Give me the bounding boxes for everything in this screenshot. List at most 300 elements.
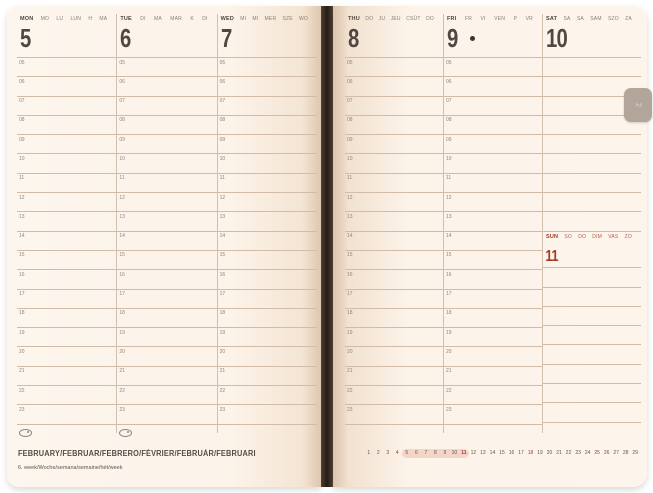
hour-slot xyxy=(17,308,116,327)
hour-slot xyxy=(117,231,216,250)
hour-label: 09 xyxy=(446,136,452,143)
day-abbr: MAR xyxy=(170,16,182,22)
day-abbr: SZE xyxy=(282,16,293,22)
right-page xyxy=(333,6,647,487)
day-abbr: SA xyxy=(563,16,571,22)
day-abbr: VEN xyxy=(494,16,506,22)
week-number-label: 6. week/Woche/semana/semaine/hét/week xyxy=(18,465,123,471)
day-header xyxy=(20,16,107,22)
hour-label: 18 xyxy=(347,310,353,317)
hour-slots xyxy=(345,57,443,427)
hour-label: 11 xyxy=(446,175,452,182)
hour-label: 12 xyxy=(119,194,125,201)
hour-label: 10 xyxy=(446,155,452,162)
month-date-strip xyxy=(364,449,640,458)
ruled-line xyxy=(543,211,641,230)
day-abbr: LUN xyxy=(70,16,82,22)
hour-label: 09 xyxy=(347,136,353,143)
hour-slot xyxy=(345,327,443,346)
hour-slot xyxy=(345,404,443,423)
hour-label: 05 xyxy=(347,59,353,66)
hour-slot xyxy=(345,134,443,153)
hour-label: 11 xyxy=(119,175,125,182)
date-strip-day: 9 xyxy=(440,449,450,458)
day-abbr: WED xyxy=(220,16,235,22)
hour-label: 10 xyxy=(219,155,226,162)
hour-slot xyxy=(117,366,216,385)
hour-label: 20 xyxy=(446,348,452,355)
hour-slot xyxy=(17,269,116,288)
hour-label: 06 xyxy=(347,78,353,85)
date-strip-day: 16 xyxy=(508,450,515,456)
hour-label: 16 xyxy=(347,271,353,278)
ruled-line xyxy=(444,424,542,427)
ruled-line xyxy=(543,422,641,425)
hour-slot xyxy=(444,211,542,230)
hour-slot xyxy=(218,366,317,385)
ruled-line xyxy=(17,424,116,427)
hour-label: 08 xyxy=(446,117,452,124)
day-abbr: FR xyxy=(464,16,473,22)
hour-slot xyxy=(117,192,216,211)
day-abbr: K xyxy=(190,16,194,22)
sunday-date-number: 11 xyxy=(545,247,559,265)
hour-label: 17 xyxy=(19,291,25,298)
date-strip-day: 23 xyxy=(575,450,581,456)
date-number: 7 xyxy=(220,23,232,53)
date-number: 6 xyxy=(120,23,131,53)
day-abbr: MI xyxy=(252,16,259,22)
day-abbr: ZO xyxy=(624,233,632,240)
hour-slot xyxy=(218,250,317,269)
hour-label: 19 xyxy=(446,329,452,336)
date-strip-day: 29 xyxy=(632,450,638,456)
hour-slot xyxy=(218,404,317,423)
hour-label: 05 xyxy=(19,59,25,66)
hour-label: 12 xyxy=(219,194,226,201)
ruled-line xyxy=(543,402,641,421)
hour-label: 05 xyxy=(219,59,226,66)
hour-slot xyxy=(17,57,116,76)
date-number: 10 xyxy=(546,23,567,53)
date-strip-day: 15 xyxy=(499,450,505,456)
date-strip-day: 11 xyxy=(459,449,469,458)
hour-slot xyxy=(117,57,216,76)
hour-slot xyxy=(218,57,317,76)
hour-label: 05 xyxy=(446,59,452,66)
hour-slot xyxy=(17,346,116,365)
left-page xyxy=(7,6,321,487)
hour-label: 11 xyxy=(347,175,353,182)
hour-slot xyxy=(17,76,116,95)
day-abbr: TUE xyxy=(120,16,132,22)
hour-slot xyxy=(444,192,542,211)
date-strip-day: 5 xyxy=(402,449,412,458)
hour-slot xyxy=(117,173,216,192)
ruled-line xyxy=(543,306,641,325)
hour-slot xyxy=(117,134,216,153)
hour-slot xyxy=(218,327,317,346)
day-abbr: DO xyxy=(578,233,587,240)
hour-slot xyxy=(117,211,216,230)
hour-slot xyxy=(345,57,443,76)
date-strip-day: 25 xyxy=(594,450,600,456)
hour-label: 12 xyxy=(19,194,25,201)
date-strip-day: 13 xyxy=(480,450,486,456)
date-number: 9 xyxy=(447,23,458,53)
day-abbr: DO xyxy=(426,16,434,22)
hour-slot xyxy=(218,76,317,95)
hour-label: 17 xyxy=(219,291,226,298)
hour-slot xyxy=(117,327,216,346)
hour-label: 20 xyxy=(219,348,226,355)
day-abbr: JEU xyxy=(390,16,401,22)
date-strip-day: 24 xyxy=(584,450,591,456)
hour-slot xyxy=(444,231,542,250)
hour-label: 16 xyxy=(446,271,452,278)
oval-mark-icon xyxy=(119,429,132,437)
day-abbr: DI xyxy=(140,16,146,22)
day-abbr: LU xyxy=(56,16,64,22)
hour-slot xyxy=(345,346,443,365)
oval-mark-icon xyxy=(19,429,32,437)
hour-slot xyxy=(117,96,216,115)
hour-label: 07 xyxy=(119,98,125,105)
date-strip-day: 8 xyxy=(431,449,441,458)
date-strip-day: 21 xyxy=(556,450,562,456)
hour-label: 20 xyxy=(19,348,25,355)
day-header xyxy=(447,16,533,22)
ruled-line xyxy=(543,173,641,192)
hour-slot xyxy=(444,173,542,192)
hour-slot xyxy=(17,385,116,404)
day-column-sat xyxy=(542,14,641,433)
hour-label: 09 xyxy=(219,136,226,143)
hour-slot xyxy=(117,250,216,269)
hour-slot xyxy=(345,192,443,211)
day-abbr: WO xyxy=(298,16,308,22)
hour-slot xyxy=(444,346,542,365)
ruled-line xyxy=(543,134,641,153)
day-abbr: SZO xyxy=(607,16,619,22)
date-strip-day: 20 xyxy=(546,450,553,456)
hour-slot xyxy=(345,76,443,95)
hour-label: 17 xyxy=(119,291,125,298)
hour-label: 23 xyxy=(119,406,125,413)
ruled-line xyxy=(543,364,641,383)
hour-label: 17 xyxy=(347,291,353,298)
hour-slot xyxy=(444,269,542,288)
left-page-columns xyxy=(17,14,317,433)
date-strip-day: 19 xyxy=(537,450,543,456)
hour-label: 23 xyxy=(446,406,452,413)
hour-label: 13 xyxy=(347,213,353,220)
date-strip-day: 18 xyxy=(527,450,534,456)
hour-label: 15 xyxy=(446,252,452,259)
ruled-line xyxy=(543,287,641,306)
month-tab-label: 2 xyxy=(634,102,642,108)
hour-label: 18 xyxy=(446,310,452,317)
date-strip-day: 7 xyxy=(421,449,431,458)
hour-label: 14 xyxy=(219,233,226,240)
hour-slot xyxy=(218,96,317,115)
day-abbr: VAS xyxy=(608,233,619,240)
hour-slot xyxy=(345,115,443,134)
ruled-line xyxy=(218,424,317,427)
date-strip-day: 27 xyxy=(613,450,619,456)
day-abbr: FRI xyxy=(447,16,457,22)
hour-label: 15 xyxy=(19,252,25,259)
hour-slot xyxy=(444,57,542,76)
hour-slots xyxy=(117,57,216,437)
day-header xyxy=(120,16,207,22)
hour-label: 19 xyxy=(19,329,25,336)
day-abbr: VR xyxy=(525,16,533,22)
hour-slot xyxy=(345,231,443,250)
hour-slot xyxy=(345,153,443,172)
day-abbr: SAM xyxy=(590,16,602,22)
hour-slot xyxy=(444,385,542,404)
hour-label: 18 xyxy=(19,310,25,317)
hour-slot xyxy=(117,308,216,327)
hour-slot xyxy=(444,115,542,134)
hour-slot xyxy=(218,134,317,153)
hour-slot xyxy=(444,289,542,308)
hour-slot xyxy=(345,250,443,269)
hour-slot xyxy=(218,231,317,250)
hour-label: 07 xyxy=(219,98,226,105)
day-column-thu xyxy=(345,14,443,433)
hour-label: 06 xyxy=(19,78,25,85)
hour-slot xyxy=(444,76,542,95)
hour-label: 22 xyxy=(219,387,226,394)
hour-slot xyxy=(17,404,116,423)
hour-slot xyxy=(117,115,216,134)
right-page-columns xyxy=(345,14,641,433)
ruled-line xyxy=(543,344,641,363)
hour-slot xyxy=(17,211,116,230)
day-abbr: DI xyxy=(202,16,208,22)
hour-slot xyxy=(444,327,542,346)
hour-label: 21 xyxy=(347,368,353,375)
hour-label: 17 xyxy=(446,291,452,298)
day-abbr: JU xyxy=(378,16,386,22)
hour-slot xyxy=(117,385,216,404)
hour-slot xyxy=(218,346,317,365)
month-label: FEBRUARY/FEBRUAR/FEBRERO/FÉVRIER/FEBRUÁR/FEBRUARI xyxy=(18,449,256,458)
day-abbr: THU xyxy=(348,16,360,22)
hour-slot xyxy=(218,308,317,327)
day-abbr: MA xyxy=(154,16,162,22)
hour-slot xyxy=(117,289,216,308)
hour-slot xyxy=(444,308,542,327)
hour-label: 14 xyxy=(347,233,353,240)
hour-label: 16 xyxy=(19,271,25,278)
hour-slots xyxy=(218,57,317,427)
date-strip-day: 10 xyxy=(451,450,458,456)
month-tab xyxy=(624,88,652,122)
hour-label: 15 xyxy=(219,252,226,259)
ruled-line xyxy=(543,383,641,402)
hour-slot xyxy=(218,269,317,288)
ruled-line xyxy=(117,424,216,427)
day-abbr: DO xyxy=(365,16,374,22)
hour-label: 23 xyxy=(19,406,25,413)
hour-label: 13 xyxy=(446,213,452,220)
hour-label: 18 xyxy=(119,310,125,317)
day-abbr: MA xyxy=(99,16,108,22)
hour-label: 15 xyxy=(119,252,125,259)
hour-label: 12 xyxy=(347,194,353,201)
hour-slot xyxy=(17,250,116,269)
hour-slot xyxy=(444,96,542,115)
day-column-tue xyxy=(116,14,216,433)
hour-label: 14 xyxy=(119,233,125,240)
hour-slot xyxy=(444,250,542,269)
day-abbr: H xyxy=(88,16,93,22)
hour-label: 06 xyxy=(219,78,226,85)
day-abbr: MO xyxy=(40,16,50,22)
hour-slot xyxy=(117,269,216,288)
hour-label: 16 xyxy=(219,271,226,278)
date-strip-day: 3 xyxy=(386,450,390,456)
hour-label: 13 xyxy=(19,213,25,220)
hour-slot xyxy=(218,153,317,172)
day-abbr: MI xyxy=(240,16,247,22)
hour-label: 10 xyxy=(19,155,25,162)
hour-label: 07 xyxy=(446,98,452,105)
hour-slot xyxy=(218,211,317,230)
hour-label: 13 xyxy=(219,213,226,220)
hour-label: 09 xyxy=(19,136,25,143)
ruled-line xyxy=(345,424,443,427)
ruled-line xyxy=(543,153,641,172)
hour-label: 23 xyxy=(347,406,353,413)
hour-slot xyxy=(218,115,317,134)
hour-slot xyxy=(17,366,116,385)
hour-label: 08 xyxy=(347,117,353,124)
hour-slot xyxy=(345,173,443,192)
date-strip-day: 14 xyxy=(489,450,496,456)
hour-label: 06 xyxy=(446,78,452,85)
hour-label: 20 xyxy=(119,348,125,355)
day-column-wed xyxy=(217,14,317,433)
date-strip-day: 17 xyxy=(518,450,524,456)
day-abbr: CSÜT xyxy=(406,16,421,22)
hour-label: 21 xyxy=(446,368,452,375)
day-abbr: SUN xyxy=(546,233,559,240)
hour-slots xyxy=(17,57,116,437)
day-abbr: MER xyxy=(264,16,277,22)
hour-slot xyxy=(345,211,443,230)
hour-label: 15 xyxy=(347,252,353,259)
hour-label: 12 xyxy=(446,194,452,201)
day-column-fri xyxy=(443,14,542,433)
day-abbr: SAT xyxy=(546,16,558,22)
hour-slot xyxy=(218,192,317,211)
hour-label: 07 xyxy=(347,98,353,105)
ruled-line xyxy=(543,57,641,76)
hour-slot xyxy=(444,134,542,153)
hour-label: 22 xyxy=(19,387,25,394)
ruled-line xyxy=(543,325,641,344)
hour-slot xyxy=(218,385,317,404)
hour-label: 14 xyxy=(446,233,452,240)
hour-label: 22 xyxy=(119,387,125,394)
day-abbr: DIM xyxy=(592,233,603,240)
hour-label: 09 xyxy=(119,136,125,143)
hour-label: 22 xyxy=(347,387,353,394)
hour-slot xyxy=(345,366,443,385)
hour-slot xyxy=(345,289,443,308)
hour-label: 13 xyxy=(119,213,125,220)
hour-label: 19 xyxy=(219,329,226,336)
hour-label: 21 xyxy=(119,368,125,375)
ruled-line xyxy=(543,267,641,286)
hour-slot xyxy=(117,346,216,365)
hour-slot xyxy=(345,385,443,404)
hour-slot xyxy=(345,269,443,288)
hour-slot xyxy=(117,153,216,172)
hour-slot xyxy=(117,404,216,423)
hour-label: 21 xyxy=(219,368,226,375)
date-strip-day: 26 xyxy=(603,450,610,456)
date-strip-day: 12 xyxy=(470,450,477,456)
hour-slot xyxy=(17,327,116,346)
hour-slot xyxy=(345,96,443,115)
day-header xyxy=(348,16,434,22)
hour-label: 21 xyxy=(19,368,25,375)
hour-slot xyxy=(17,289,116,308)
hour-label: 10 xyxy=(347,155,353,162)
day-abbr: P xyxy=(513,16,518,22)
hour-label: 08 xyxy=(219,117,226,124)
date-strip-day: 4 xyxy=(395,450,399,456)
date-number: 5 xyxy=(20,23,31,53)
hour-label: 07 xyxy=(19,98,25,105)
hour-label: 20 xyxy=(347,348,353,355)
date-strip-day: 2 xyxy=(376,450,380,456)
new-moon-icon xyxy=(470,36,475,41)
hour-label: 19 xyxy=(119,329,125,336)
hour-label: 14 xyxy=(19,233,25,240)
hour-slot xyxy=(17,134,116,153)
hour-slot xyxy=(444,404,542,423)
ruled-line xyxy=(543,192,641,211)
hour-label: 08 xyxy=(119,117,125,124)
hour-label: 22 xyxy=(446,387,452,394)
hour-label: 16 xyxy=(119,271,125,278)
hour-slot xyxy=(444,153,542,172)
hour-slot xyxy=(17,115,116,134)
hour-slot xyxy=(17,192,116,211)
hour-label: 11 xyxy=(19,175,25,182)
day-abbr: VI xyxy=(480,16,486,22)
hour-slot xyxy=(17,96,116,115)
day-header xyxy=(546,16,632,22)
day-abbr: ZA xyxy=(625,16,632,22)
date-strip-day: 6 xyxy=(412,449,422,458)
date-strip-day: 22 xyxy=(565,450,572,456)
date-strip-day: 1 xyxy=(367,450,371,456)
sunday-header xyxy=(546,234,632,240)
hour-label: 06 xyxy=(119,78,125,85)
hour-slot xyxy=(345,308,443,327)
hour-label: 11 xyxy=(219,175,225,182)
hour-label: 23 xyxy=(219,406,226,413)
hour-label: 18 xyxy=(219,310,226,317)
day-header xyxy=(221,16,308,22)
